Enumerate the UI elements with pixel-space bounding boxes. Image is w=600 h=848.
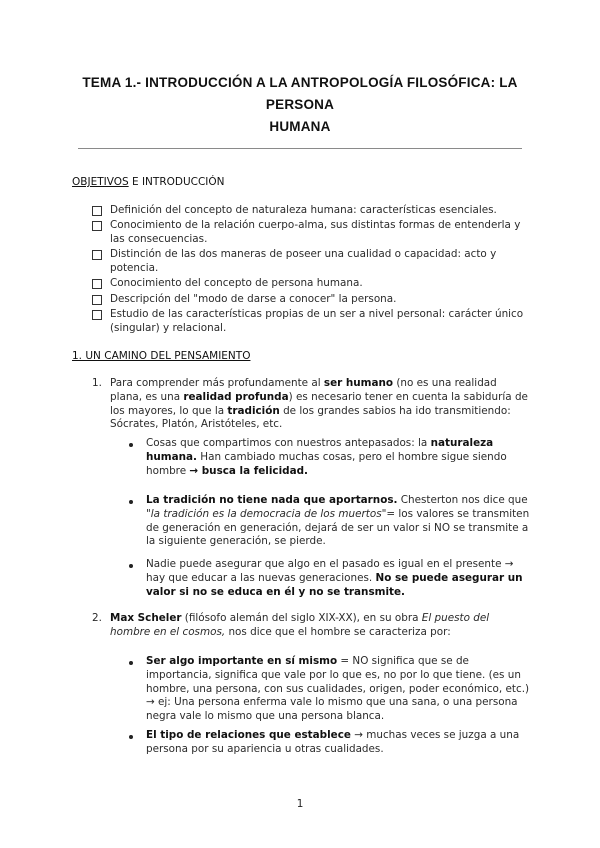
- checkbox-icon: [92, 310, 102, 320]
- bullet-paragraph-4: [146, 655, 530, 724]
- text: → muchas veces se juzga a una persona por su apariencia u otras cualidades.: [146, 729, 520, 755]
- bold-text: Ser algo importante en sí mismo: [146, 655, 338, 667]
- bullet-icon: [129, 500, 133, 504]
- bold-text: Max Scheler: [110, 612, 182, 624]
- horizontal-divider: [78, 148, 522, 149]
- text: Nadie puede asegurar que algo en el pasado es igual en el presente → hay que educar a las nuevas generaciones.: [146, 558, 514, 584]
- checkbox-icon: [92, 250, 102, 260]
- list-number: 2.: [92, 612, 102, 624]
- checklist-item: [92, 277, 528, 291]
- text: nos dice que el hombre se caracteriza por:: [225, 625, 451, 638]
- paragraph-2: [110, 612, 530, 640]
- text: Chesterton nos dice que ": [146, 494, 528, 520]
- text: Para comprender más profundamente al: [110, 377, 324, 389]
- bullet-icon: [129, 735, 133, 739]
- text: de los grandes sabios ha ido transmitiendo: Sócrates, Platón, Aristóteles, etc.: [110, 404, 511, 431]
- checklist-item-text: Distinción de las dos maneras de poseer una cualidad o capacidad: acto y potencia.: [110, 248, 497, 275]
- objectives-heading-rest: E INTRODUCCIÓN: [128, 176, 225, 188]
- bold-text: La tradición no tiene nada que aportarnos.: [146, 494, 398, 506]
- italic-text: la tradición es la democracia de los muertos: [150, 507, 382, 520]
- checklist-item-text: Conocimiento de la relación cuerpo-alma, sus distintas formas de entenderla y las consecuencias.: [110, 219, 521, 246]
- bullet-paragraph-1: [146, 437, 530, 478]
- title-line-2: HUMANA: [269, 119, 331, 134]
- bold-text: No se puede asegurar un valor si no se educa en él y no se transmite.: [146, 571, 523, 598]
- page-number: 1: [296, 798, 304, 810]
- objectives-checklist: [92, 204, 528, 337]
- text: ) es necesario tener en cuenta la sabiduría de los mayores, lo que la: [110, 390, 528, 417]
- text: (no es una realidad plana, es una: [110, 377, 497, 403]
- bullet-paragraph-2: [146, 494, 530, 549]
- checklist-item-text: Descripción del "modo de darse a conocer" la persona.: [110, 292, 397, 305]
- section-1-heading: 1. UN CAMINO DEL PENSAMIENTO: [72, 350, 251, 362]
- checkbox-icon: [92, 221, 102, 231]
- text: "= los valores se transmiten de generación en generación, dejará de ser un valor si NO se transmite a la siguiente generación, se pierde.: [146, 507, 530, 548]
- objectives-heading: [72, 175, 225, 189]
- checklist-item: [92, 293, 528, 307]
- checkbox-icon: [92, 295, 102, 305]
- page-title: [80, 72, 520, 138]
- bold-text: ser humano: [323, 377, 394, 389]
- checkbox-icon: [92, 279, 102, 289]
- text: Han cambiado muchas cosas, pero el hombre sigue siendo hombre: [146, 450, 507, 477]
- text: Cosas que compartimos con nuestros antepasados: la: [146, 437, 431, 449]
- bold-text: → busca la felicidad.: [189, 464, 308, 477]
- bullet-icon: [129, 564, 133, 568]
- checklist-item: [92, 204, 528, 218]
- italic-text: El puesto del hombre en el cosmos,: [110, 612, 490, 638]
- checklist-item: [92, 219, 528, 247]
- checkbox-icon: [92, 206, 102, 216]
- bold-text: realidad profunda: [183, 390, 289, 403]
- objectives-heading-underlined: OBJETIVOS: [72, 176, 129, 188]
- bold-text: El tipo de relaciones que establece: [146, 729, 351, 741]
- checklist-item: [92, 248, 528, 276]
- bullet-icon: [129, 661, 133, 665]
- title-line-1: TEMA 1.- INTRODUCCIÓN A LA ANTROPOLOGÍA FILOSÓFICA: LA PERSONA: [82, 75, 518, 112]
- checklist-item-text: Estudio de las características propias de un ser a nivel personal: carácter único (singular) y relacional.: [110, 308, 524, 334]
- text: = NO significa que se de importancia, significa que vale por lo que es, no por lo que tiene. (es un hombre, una persona, con sus cualidades, origen, poder económico, etc.) → ej: Una persona enferma vale lo mismo que una sana, o una persona negra vale lo mismo que una persona blanca.: [146, 655, 530, 723]
- bold-text: naturaleza humana.: [146, 437, 494, 463]
- checklist-item-text: Conocimiento del concepto de persona humana.: [110, 277, 363, 290]
- checklist-item: [92, 308, 528, 336]
- bold-text: tradición: [227, 404, 280, 417]
- text: (filósofo alemán del siglo XIX-XX), en su obra: [181, 612, 422, 624]
- paragraph-1: [110, 377, 530, 432]
- checklist-item-text: Definición del concepto de naturaleza humana: características esenciales.: [110, 204, 497, 216]
- bullet-icon: [129, 443, 133, 447]
- bullet-paragraph-5: [146, 729, 530, 757]
- bullet-paragraph-3: [146, 558, 530, 599]
- list-number: 1.: [92, 377, 102, 389]
